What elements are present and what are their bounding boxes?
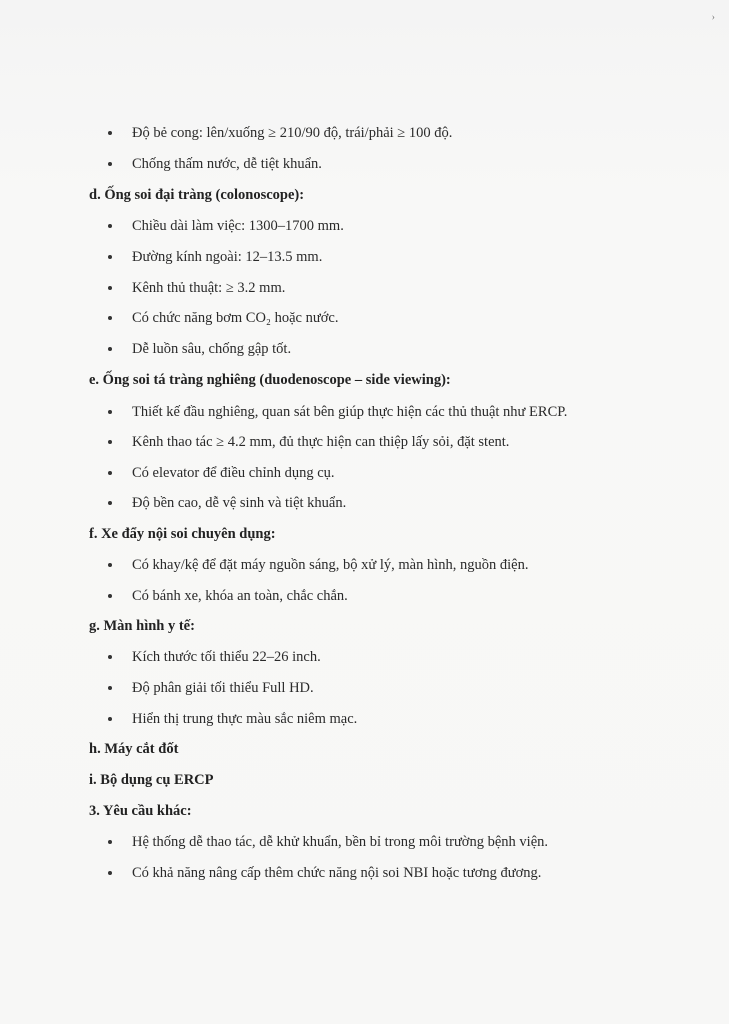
section-heading-3: 3. Yêu cầu khác:: [89, 803, 192, 819]
bullet-icon: [108, 471, 112, 475]
bullet-icon: [108, 131, 112, 135]
section-heading-e: e. Ống soi tá tràng nghiêng (duodenoscope – side viewing):: [89, 372, 451, 388]
bullet-icon: [108, 594, 112, 598]
list-item-text: Có khay/kệ để đặt máy nguồn sáng, bộ xử lý, màn hình, nguồn điện.: [132, 557, 529, 573]
list-item-text: Hệ thống dễ thao tác, dễ khử khuẩn, bền bỉ trong môi trường bệnh viện.: [132, 834, 549, 850]
section-heading-i: i. Bộ dụng cụ ERCP: [89, 772, 214, 788]
list-item-text: Chống thấm nước, dễ tiệt khuẩn.: [132, 156, 322, 172]
list-item-text: Đường kính ngoài: 12–13.5 mm.: [132, 249, 323, 265]
bullet-icon: [108, 440, 112, 444]
list-item-text: Có chức năng bơm CO₂ hoặc nước.: [132, 310, 339, 326]
list-item-text: Hiển thị trung thực màu sắc niêm mạc.: [132, 711, 358, 727]
bullet-icon: [108, 655, 112, 659]
bullet-icon: [108, 224, 112, 228]
bullet-icon: [108, 840, 112, 844]
bullet-icon: [108, 871, 112, 875]
section-heading-d: d. Ống soi đại tràng (colonoscope):: [89, 187, 305, 203]
list-item-text: Kênh thủ thuật: ≥ 3.2 mm.: [132, 280, 286, 296]
list-item-text: Độ phân giải tối thiểu Full HD.: [132, 680, 314, 696]
list-item-text: Chiều dài làm việc: 1300–1700 mm.: [132, 218, 344, 234]
bullet-icon: [108, 347, 112, 351]
bullet-icon: [108, 162, 112, 166]
bullet-icon: [108, 501, 112, 505]
list-item-text: Thiết kế đầu nghiêng, quan sát bên giúp thực hiện các thủ thuật như ERCP.: [132, 404, 568, 420]
list-item-text: Có bánh xe, khóa an toàn, chắc chắn.: [132, 588, 348, 604]
bullet-icon: [108, 255, 112, 259]
bullet-icon: [108, 410, 112, 414]
list-item-text: Độ bền cao, dễ vệ sinh và tiệt khuẩn.: [132, 495, 347, 511]
list-item-text: Kích thước tối thiểu 22–26 inch.: [132, 649, 321, 665]
bullet-icon: [108, 316, 112, 320]
section-heading-g: g. Màn hình y tế:: [89, 618, 195, 634]
bullet-icon: [108, 563, 112, 567]
bullet-icon: [108, 717, 112, 721]
bullet-icon: [108, 686, 112, 690]
list-item-text: Có khả năng nâng cấp thêm chức năng nội soi NBI hoặc tương đương.: [132, 865, 542, 881]
bullet-icon: [108, 286, 112, 290]
list-item-text: Dễ luồn sâu, chống gập tốt.: [132, 341, 292, 357]
list-item-text: Kênh thao tác ≥ 4.2 mm, đủ thực hiện can thiệp lấy sỏi, đặt stent.: [132, 434, 510, 450]
section-heading-f: f. Xe đẩy nội soi chuyên dụng:: [89, 526, 276, 542]
corner-mark: ›: [711, 12, 715, 23]
list-item-text: Độ bẻ cong: lên/xuống ≥ 210/90 độ, trái/phải ≥ 100 độ.: [132, 125, 453, 141]
list-item-text: Có elevator để điều chỉnh dụng cụ.: [132, 465, 335, 481]
section-heading-h: h. Máy cắt đốt: [89, 741, 179, 757]
